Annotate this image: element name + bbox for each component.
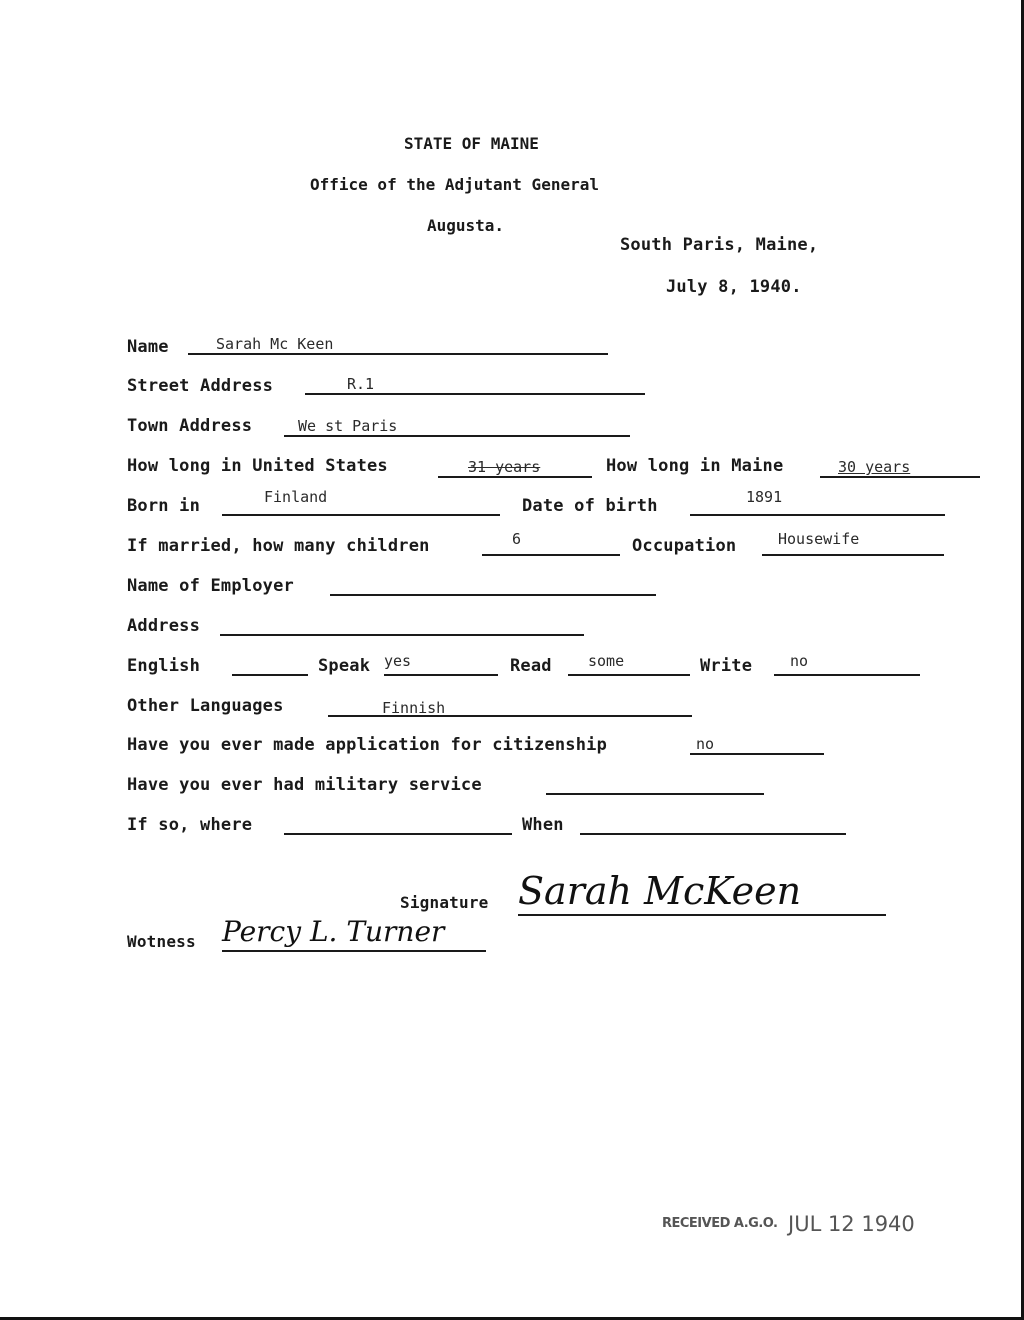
signature-label: Signature: [400, 893, 489, 912]
street-value: R.1: [347, 375, 375, 393]
header-state: STATE OF MAINE: [404, 134, 539, 153]
children-value: 6: [512, 530, 522, 548]
read-value: some: [588, 652, 625, 670]
town-label: Town Address: [127, 416, 253, 436]
speak-field: [384, 652, 498, 676]
town-value: We st Paris: [298, 417, 398, 435]
received-stamp-date: JUL 12 1940: [788, 1212, 915, 1236]
military-field: [546, 775, 764, 795]
english-field: [232, 656, 308, 676]
address-field: [220, 616, 584, 636]
citizenship-label: Have you ever made application for citizenship: [127, 735, 608, 755]
town-field: [284, 417, 630, 437]
address-label: Address: [127, 616, 201, 636]
maine-years-value: 30 years: [838, 458, 911, 476]
employer-field: [330, 576, 656, 596]
us-years-field: [438, 458, 592, 478]
us-years-label: How long in United States: [127, 456, 388, 476]
when-label: When: [522, 815, 564, 835]
witness-label: Wotness: [127, 932, 196, 951]
name-label: Name: [127, 337, 169, 357]
maine-years-field: [820, 458, 980, 478]
citizenship-field: [690, 735, 824, 755]
where-field: [284, 815, 512, 835]
where-label: If so, where: [127, 815, 253, 835]
dob-value: 1891: [746, 488, 783, 506]
children-label: If married, how many children: [127, 536, 430, 556]
other-lang-value: Finnish: [382, 699, 446, 717]
maine-years-label: How long in Maine: [606, 456, 784, 476]
dob-label: Date of birth: [522, 496, 658, 516]
children-field: [482, 530, 620, 556]
header-office: Office of the Adjutant General: [310, 175, 599, 194]
born-label: Born in: [127, 496, 201, 516]
header-city: Augusta.: [427, 216, 505, 235]
name-value: Sarah Mc Keen: [216, 335, 334, 353]
name-field: [188, 335, 608, 355]
read-field: [568, 652, 690, 676]
header-date: July 8, 1940.: [666, 277, 802, 297]
witness-value: Percy L. Turner: [222, 914, 486, 952]
occupation-label: Occupation: [632, 536, 737, 556]
citizenship-value: no: [696, 735, 715, 753]
write-value: no: [790, 652, 809, 670]
occupation-field: [762, 530, 944, 556]
dob-field: [690, 488, 945, 516]
born-value: Finland: [264, 488, 328, 506]
header-location: South Paris, Maine,: [620, 235, 819, 255]
write-label: Write: [700, 656, 753, 676]
employer-label: Name of Employer: [127, 576, 294, 596]
street-field: [305, 375, 645, 395]
occupation-value: Housewife: [778, 530, 860, 548]
signature-value: Sarah McKeen: [518, 868, 886, 916]
speak-value: yes: [384, 652, 412, 670]
received-stamp: RECEIVED A.G.O.: [662, 1216, 778, 1231]
english-label: English: [127, 656, 201, 676]
when-field: [580, 815, 846, 835]
other-lang-label: Other Languages: [127, 696, 284, 716]
speak-label: Speak: [318, 656, 371, 676]
us-years-value: 31 years: [468, 458, 541, 476]
write-field: [774, 652, 920, 676]
read-label: Read: [510, 656, 552, 676]
military-label: Have you ever had military service: [127, 775, 482, 795]
street-label: Street Address: [127, 376, 274, 396]
other-lang-field: [328, 697, 692, 717]
born-field: [222, 488, 500, 516]
